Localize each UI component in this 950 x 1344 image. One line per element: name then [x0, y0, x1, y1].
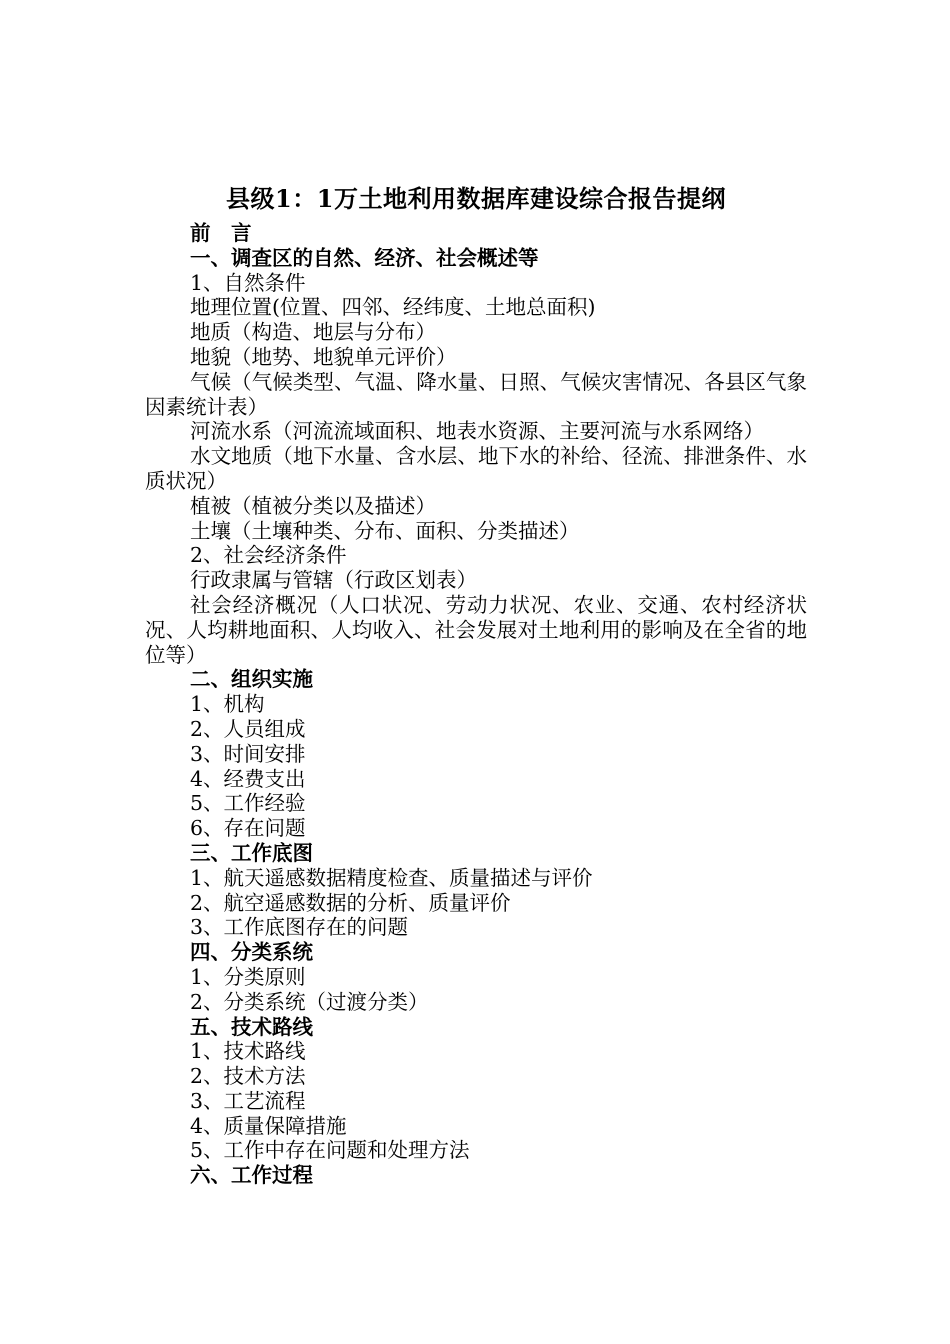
- section-heading: 六、工作过程: [190, 1163, 313, 1188]
- outline-item: 河流水系（河流流域面积、地表水资源、主要河流与水系网络）: [190, 419, 764, 444]
- outline-item: 1、航天遥感数据精度检查、质量描述与评价: [190, 865, 593, 890]
- outline-item: 2、技术方法: [190, 1064, 306, 1089]
- outline-item: 5、工作中存在问题和处理方法: [190, 1138, 470, 1163]
- outline-item: 行政隶属与管辖（行政区划表）: [190, 568, 477, 593]
- outline-item: 地理位置(位置、四邻、经纬度、土地总面积): [190, 295, 596, 320]
- section-heading: 五、技术路线: [190, 1014, 313, 1039]
- outline-item: 气候（气候类型、气温、降水量、日照、气候灾害情况、各县区气象因素统计表）: [145, 369, 807, 419]
- outline-item: 4、质量保障措施: [190, 1113, 347, 1138]
- outline-item: 水文地质（地下水量、含水层、地下水的补给、径流、排泄条件、水质状况）: [145, 444, 807, 493]
- outline-item: 3、工艺流程: [190, 1088, 306, 1113]
- outline-item: 地质（构造、地层与分布）: [190, 320, 436, 345]
- outline-item: 3、工作底图存在的问题: [190, 915, 409, 940]
- outline-item: 3、时间安排: [190, 741, 306, 766]
- outline-item: 2、分类系统（过渡分类）: [190, 989, 429, 1014]
- section-heading: 前 言: [190, 221, 252, 245]
- outline-item: 2、人员组成: [190, 716, 306, 741]
- outline-item: 1、自然条件: [190, 270, 306, 295]
- outline-item: 植被（植被分类以及描述）: [190, 493, 436, 518]
- section-heading: 三、工作底图: [190, 840, 313, 865]
- section-heading: 四、分类系统: [190, 940, 313, 965]
- outline-item: 1、机构: [190, 692, 265, 717]
- outline-item: 1、技术路线: [190, 1039, 306, 1064]
- outline-body: [145, 221, 807, 1188]
- outline-item: 4、经费支出: [190, 766, 306, 791]
- outline-item: 2、社会经济条件: [190, 543, 347, 568]
- outline-item: 1、分类原则: [190, 964, 306, 989]
- outline-item: 地貌（地势、地貌单元评价）: [190, 344, 457, 369]
- document-title: 县级1：1万土地利用数据库建设综合报告提纲: [226, 184, 726, 213]
- section-heading: 二、组织实施: [190, 667, 313, 692]
- outline-item: 6、存在问题: [190, 816, 306, 841]
- outline-item: 5、工作经验: [190, 791, 306, 816]
- section-heading: 一、调查区的自然、经济、社会概述等: [190, 245, 539, 270]
- outline-item: 土壤（土壤种类、分布、面积、分类描述）: [190, 518, 580, 543]
- document-page: [145, 183, 807, 1188]
- outline-item: 社会经济概况（人口状况、劳动力状况、农业、交通、农村经济状况、人均耕地面积、人均收入、社会发展对土地利用的影响及在全省的地位等）: [145, 592, 807, 667]
- outline-item: 2、航空遥感数据的分析、质量评价: [190, 890, 511, 915]
